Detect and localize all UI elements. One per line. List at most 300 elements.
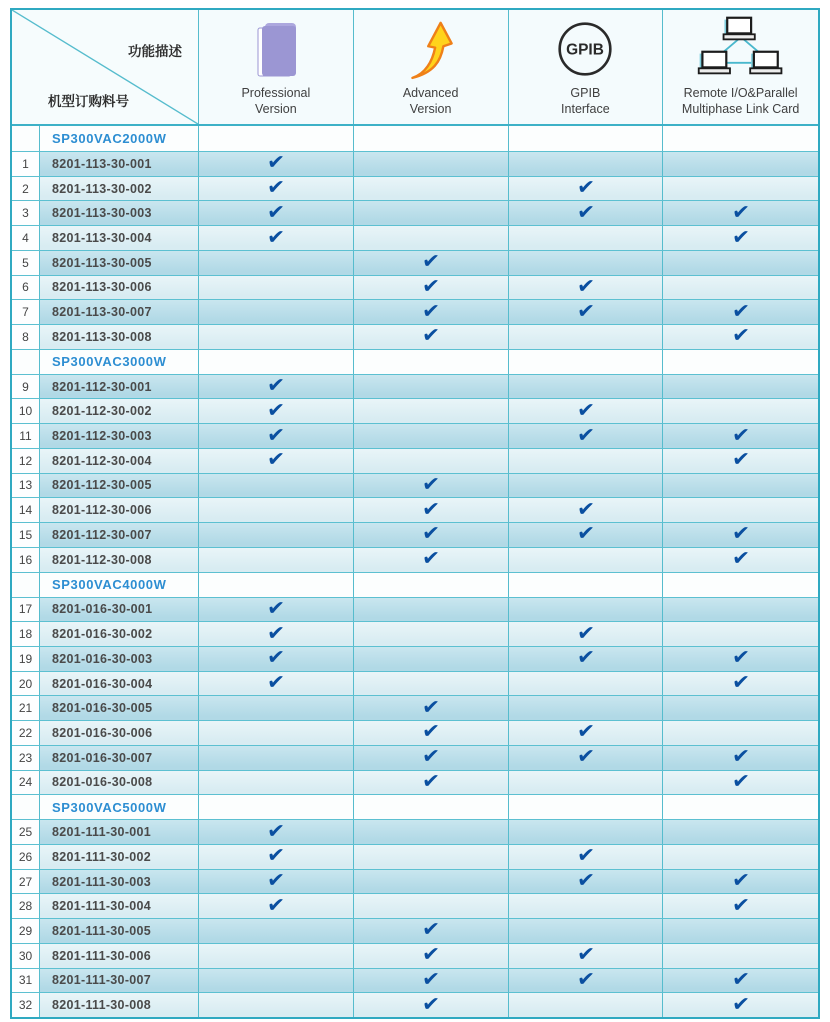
part-number: 8201-016-30-008 <box>40 771 199 795</box>
check-cell-advanced <box>354 820 509 844</box>
checkmark-icon: ✔ <box>266 645 286 670</box>
checkmark-icon: ✔ <box>421 992 441 1017</box>
check-cell-gpib <box>509 845 664 869</box>
check-cell-advanced <box>354 226 509 250</box>
label-line-1: GPIB <box>570 85 601 100</box>
checkmark-icon: ✔ <box>421 274 441 299</box>
checkmark-icon: ✔ <box>731 744 751 769</box>
check-cell-gpib <box>509 820 664 844</box>
row-number: 6 <box>12 276 40 300</box>
check-cell-professional <box>199 226 354 250</box>
check-cell-gpib <box>509 523 664 547</box>
check-cell-remote <box>663 276 818 300</box>
table-row <box>12 745 818 770</box>
part-number: 8201-112-30-007 <box>40 523 199 547</box>
checkmark-icon: ✔ <box>731 299 751 324</box>
check-cell-remote <box>663 919 818 943</box>
check-cell-remote <box>663 993 818 1017</box>
check-cell-gpib <box>509 672 664 696</box>
check-cell-remote <box>663 795 818 819</box>
check-cell-gpib <box>509 622 664 646</box>
label-line-2: Multiphase Link Card <box>681 101 800 116</box>
part-number: 8201-016-30-003 <box>40 647 199 671</box>
check-cell-advanced <box>354 919 509 943</box>
check-cell-gpib <box>509 449 664 473</box>
checkmark-icon: ✔ <box>266 447 286 472</box>
checkmark-icon: ✔ <box>575 645 596 670</box>
row-number: 31 <box>12 969 40 993</box>
book-icon <box>250 10 302 85</box>
table-row <box>12 522 818 547</box>
checkmark-icon: ✔ <box>575 200 596 225</box>
part-number: 8201-016-30-007 <box>40 746 199 770</box>
check-cell-remote <box>663 201 818 225</box>
network-computers-icon <box>693 10 789 85</box>
check-cell-gpib <box>509 870 664 894</box>
row-number: 22 <box>12 721 40 745</box>
check-cell-remote <box>663 375 818 399</box>
section-model: SP300VAC3000W <box>40 350 199 374</box>
section-header-row <box>12 126 818 151</box>
table-row <box>12 720 818 745</box>
check-cell-advanced <box>354 449 509 473</box>
row-number: 11 <box>12 424 40 448</box>
check-cell-professional <box>199 894 354 918</box>
table-row <box>12 374 818 399</box>
checkmark-icon: ✔ <box>575 175 596 200</box>
checkmark-icon: ✔ <box>731 670 751 695</box>
row-number: 1 <box>12 152 40 176</box>
check-cell-professional <box>199 944 354 968</box>
check-cell-advanced <box>354 325 509 349</box>
check-cell-gpib <box>509 375 664 399</box>
row-number: 13 <box>12 474 40 498</box>
check-cell-professional <box>199 126 354 151</box>
checkmark-icon: ✔ <box>266 670 286 695</box>
table-row <box>12 869 818 894</box>
check-cell-remote <box>663 523 818 547</box>
check-cell-gpib <box>509 944 664 968</box>
check-cell-advanced <box>354 523 509 547</box>
check-cell-advanced <box>354 845 509 869</box>
part-number: 8201-016-30-001 <box>40 598 199 622</box>
checkmark-icon: ✔ <box>266 596 286 621</box>
row-number: 19 <box>12 647 40 671</box>
check-cell-advanced <box>354 696 509 720</box>
checkmark-icon: ✔ <box>266 843 286 868</box>
check-cell-advanced <box>354 969 509 993</box>
part-number: 8201-113-30-008 <box>40 325 199 349</box>
part-number: 8201-113-30-007 <box>40 300 199 324</box>
checkmark-icon: ✔ <box>266 422 286 448</box>
check-cell-professional <box>199 919 354 943</box>
check-cell-professional <box>199 325 354 349</box>
checkmark-icon: ✔ <box>421 769 441 794</box>
checkmark-icon: ✔ <box>575 744 596 769</box>
column-header-remote-io-parallel <box>663 10 818 124</box>
check-cell-gpib <box>509 350 664 374</box>
column-header-label <box>403 85 459 118</box>
check-cell-advanced <box>354 672 509 696</box>
part-number: 8201-111-30-004 <box>40 894 199 918</box>
check-cell-advanced <box>354 622 509 646</box>
column-header-label <box>561 85 610 118</box>
part-number: 8201-111-30-008 <box>40 993 199 1017</box>
check-cell-remote <box>663 449 818 473</box>
check-cell-gpib <box>509 696 664 720</box>
checkmark-icon: ✔ <box>575 521 596 547</box>
check-cell-advanced <box>354 548 509 572</box>
row-number: 20 <box>12 672 40 696</box>
check-cell-advanced <box>354 152 509 176</box>
checkmark-icon: ✔ <box>421 744 441 769</box>
check-cell-gpib <box>509 474 664 498</box>
check-cell-gpib <box>509 152 664 176</box>
checkmark-icon: ✔ <box>731 224 751 250</box>
table-row <box>12 695 818 720</box>
check-cell-advanced <box>354 944 509 968</box>
header-function-description-label: 功能描述 <box>128 44 182 59</box>
checkmark-icon: ✔ <box>731 868 751 893</box>
part-number: 8201-111-30-001 <box>40 820 199 844</box>
row-number: 9 <box>12 375 40 399</box>
check-cell-gpib <box>509 993 664 1017</box>
check-cell-professional <box>199 300 354 324</box>
checkmark-icon: ✔ <box>575 497 596 522</box>
row-number: 16 <box>12 548 40 572</box>
check-cell-advanced <box>354 424 509 448</box>
row-number: 15 <box>12 523 40 547</box>
checkmark-icon: ✔ <box>421 497 441 522</box>
check-cell-advanced <box>354 746 509 770</box>
check-cell-advanced <box>354 573 509 597</box>
check-cell-remote <box>663 126 818 151</box>
checkmark-icon: ✔ <box>731 967 751 992</box>
part-number: 8201-016-30-005 <box>40 696 199 720</box>
check-cell-professional <box>199 498 354 522</box>
check-cell-gpib <box>509 325 664 349</box>
check-cell-professional <box>199 548 354 572</box>
part-number: 8201-016-30-004 <box>40 672 199 696</box>
table-row <box>12 299 818 324</box>
checkmark-icon: ✔ <box>266 819 286 844</box>
checkmark-icon: ✔ <box>731 323 751 348</box>
check-cell-professional <box>199 672 354 696</box>
check-cell-gpib <box>509 226 664 250</box>
checkmark-icon: ✔ <box>421 323 441 348</box>
check-cell-professional <box>199 969 354 993</box>
checkmark-icon: ✔ <box>731 546 751 571</box>
check-cell-gpib <box>509 771 664 795</box>
row-number: 12 <box>12 449 40 473</box>
part-number: 8201-112-30-004 <box>40 449 199 473</box>
checkmark-icon: ✔ <box>731 200 751 225</box>
part-number: 8201-016-30-002 <box>40 622 199 646</box>
part-number: 8201-111-30-007 <box>40 969 199 993</box>
checkmark-icon: ✔ <box>575 299 596 324</box>
check-cell-professional <box>199 721 354 745</box>
check-cell-remote <box>663 177 818 201</box>
row-number: 18 <box>12 622 40 646</box>
column-header-label <box>241 85 310 118</box>
check-cell-professional <box>199 696 354 720</box>
part-number: 8201-111-30-003 <box>40 870 199 894</box>
header-model-part-number-label: 机型订购料号 <box>48 94 129 109</box>
checkmark-icon: ✔ <box>575 942 596 967</box>
checkmark-icon: ✔ <box>731 447 751 472</box>
part-number: 8201-113-30-005 <box>40 251 199 275</box>
check-cell-professional <box>199 449 354 473</box>
check-cell-remote <box>663 300 818 324</box>
check-cell-remote <box>663 969 818 993</box>
checkmark-icon: ✔ <box>421 249 441 274</box>
check-cell-remote <box>663 696 818 720</box>
check-cell-professional <box>199 993 354 1017</box>
row-number: 14 <box>12 498 40 522</box>
row-number: 7 <box>12 300 40 324</box>
checkmark-icon: ✔ <box>421 719 441 745</box>
checkmark-icon: ✔ <box>266 150 286 175</box>
check-cell-advanced <box>354 721 509 745</box>
check-cell-remote <box>663 622 818 646</box>
check-cell-advanced <box>354 474 509 498</box>
check-cell-remote <box>663 721 818 745</box>
check-cell-professional <box>199 870 354 894</box>
table-row <box>12 819 818 844</box>
check-cell-remote <box>663 672 818 696</box>
table-row <box>12 497 818 522</box>
checkmark-icon: ✔ <box>421 942 441 967</box>
checkmark-icon: ✔ <box>266 620 286 646</box>
check-cell-remote <box>663 474 818 498</box>
check-cell-remote <box>663 573 818 597</box>
table-row <box>12 176 818 201</box>
row-number: 2 <box>12 177 40 201</box>
check-cell-advanced <box>354 126 509 151</box>
check-cell-professional <box>199 424 354 448</box>
table-row <box>12 275 818 300</box>
checkmark-icon: ✔ <box>421 695 441 720</box>
part-number: 8201-113-30-006 <box>40 276 199 300</box>
growth-arrow-icon <box>408 10 454 85</box>
section-model: SP300VAC5000W <box>40 795 199 819</box>
check-cell-advanced <box>354 894 509 918</box>
part-number: 8201-112-30-008 <box>40 548 199 572</box>
label-line-2: Interface <box>561 101 610 116</box>
part-number: 8201-111-30-002 <box>40 845 199 869</box>
section-model: SP300VAC4000W <box>40 573 199 597</box>
row-number: 24 <box>12 771 40 795</box>
label-line-1: Professional <box>241 85 311 100</box>
table-row <box>12 473 818 498</box>
check-cell-gpib <box>509 177 664 201</box>
check-cell-remote <box>663 226 818 250</box>
check-cell-advanced <box>354 647 509 671</box>
table-row <box>12 448 818 473</box>
check-cell-advanced <box>354 201 509 225</box>
check-cell-gpib <box>509 746 664 770</box>
part-number: 8201-112-30-006 <box>40 498 199 522</box>
check-cell-professional <box>199 820 354 844</box>
part-number: 8201-112-30-001 <box>40 375 199 399</box>
table-row <box>12 646 818 671</box>
row-number: 26 <box>12 845 40 869</box>
check-cell-gpib <box>509 300 664 324</box>
check-cell-advanced <box>354 300 509 324</box>
table-row <box>12 893 818 918</box>
checkmark-icon: ✔ <box>421 299 441 324</box>
label-line-1: Remote I/O&Parallel <box>683 85 798 100</box>
checkmark-icon: ✔ <box>575 620 596 646</box>
label-line-2: Version <box>255 101 297 116</box>
gpib-icon-text: GPIB <box>566 41 605 59</box>
check-cell-remote <box>663 424 818 448</box>
checkmark-icon: ✔ <box>266 224 286 250</box>
section-header-row <box>12 794 818 819</box>
check-cell-gpib <box>509 126 664 151</box>
check-cell-advanced <box>354 993 509 1017</box>
row-number: 10 <box>12 399 40 423</box>
table-row <box>12 597 818 622</box>
section-model: SP300VAC2000W <box>40 126 199 151</box>
check-cell-remote <box>663 746 818 770</box>
check-cell-professional <box>199 573 354 597</box>
check-cell-advanced <box>354 177 509 201</box>
row-number: 3 <box>12 201 40 225</box>
part-number: 8201-111-30-006 <box>40 944 199 968</box>
row-number: 8 <box>12 325 40 349</box>
part-number: 8201-016-30-006 <box>40 721 199 745</box>
check-cell-gpib <box>509 548 664 572</box>
check-cell-remote <box>663 820 818 844</box>
checkmark-icon: ✔ <box>575 398 596 423</box>
check-cell-advanced <box>354 598 509 622</box>
part-number: 8201-113-30-003 <box>40 201 199 225</box>
check-cell-professional <box>199 152 354 176</box>
checkmark-icon: ✔ <box>421 521 441 547</box>
check-cell-advanced <box>354 350 509 374</box>
table-row <box>12 423 818 448</box>
table-row <box>12 968 818 993</box>
check-cell-gpib <box>509 399 664 423</box>
check-cell-gpib <box>509 201 664 225</box>
check-cell-remote <box>663 498 818 522</box>
check-cell-gpib <box>509 795 664 819</box>
check-cell-gpib <box>509 276 664 300</box>
label-line-2: Version <box>409 101 452 116</box>
row-number: 4 <box>12 226 40 250</box>
check-cell-advanced <box>354 276 509 300</box>
checkmark-icon: ✔ <box>575 843 596 868</box>
table-row <box>12 250 818 275</box>
row-number: 25 <box>12 820 40 844</box>
checkmark-icon: ✔ <box>266 175 286 200</box>
ordering-table <box>10 8 820 1019</box>
check-cell-professional <box>199 845 354 869</box>
row-number: 27 <box>12 870 40 894</box>
check-cell-professional <box>199 771 354 795</box>
check-cell-remote <box>663 399 818 423</box>
row-number-cell <box>12 573 40 597</box>
check-cell-gpib <box>509 721 664 745</box>
checkmark-icon: ✔ <box>421 472 441 497</box>
check-cell-remote <box>663 870 818 894</box>
checkmark-icon: ✔ <box>731 893 751 918</box>
check-cell-remote <box>663 152 818 176</box>
checkmark-icon: ✔ <box>266 200 286 225</box>
row-number: 28 <box>12 894 40 918</box>
check-cell-remote <box>663 350 818 374</box>
check-cell-remote <box>663 598 818 622</box>
section-header-row <box>12 349 818 374</box>
table-row <box>12 200 818 225</box>
check-cell-advanced <box>354 870 509 894</box>
check-cell-remote <box>663 894 818 918</box>
check-cell-professional <box>199 598 354 622</box>
check-cell-gpib <box>509 969 664 993</box>
part-number: 8201-113-30-004 <box>40 226 199 250</box>
check-cell-gpib <box>509 598 664 622</box>
check-cell-professional <box>199 276 354 300</box>
row-number: 21 <box>12 696 40 720</box>
check-cell-gpib <box>509 424 664 448</box>
check-cell-remote <box>663 251 818 275</box>
check-cell-professional <box>199 474 354 498</box>
check-cell-professional <box>199 201 354 225</box>
checkmark-icon: ✔ <box>575 422 596 448</box>
column-header-label <box>682 85 799 118</box>
check-cell-advanced <box>354 375 509 399</box>
table-body <box>12 126 818 1017</box>
part-number: 8201-113-30-001 <box>40 152 199 176</box>
check-cell-professional <box>199 647 354 671</box>
section-header-row <box>12 572 818 597</box>
table-header-row <box>12 10 818 126</box>
checkmark-icon: ✔ <box>731 422 751 448</box>
part-number: 8201-113-30-002 <box>40 177 199 201</box>
checkmark-icon: ✔ <box>575 868 596 893</box>
table-row <box>12 943 818 968</box>
check-cell-gpib <box>509 573 664 597</box>
checkmark-icon: ✔ <box>266 373 286 398</box>
check-cell-professional <box>199 399 354 423</box>
table-row <box>12 770 818 795</box>
row-number: 29 <box>12 919 40 943</box>
check-cell-professional <box>199 251 354 275</box>
check-cell-professional <box>199 795 354 819</box>
part-number: 8201-112-30-002 <box>40 399 199 423</box>
check-cell-remote <box>663 771 818 795</box>
table-row <box>12 324 818 349</box>
table-row <box>12 992 818 1017</box>
check-cell-remote <box>663 845 818 869</box>
check-cell-professional <box>199 375 354 399</box>
table-row <box>12 621 818 646</box>
part-number: 8201-112-30-003 <box>40 424 199 448</box>
check-cell-professional <box>199 523 354 547</box>
column-header-professional-version <box>199 10 354 124</box>
diagonal-header-cell <box>12 10 199 124</box>
check-cell-gpib <box>509 498 664 522</box>
check-cell-advanced <box>354 399 509 423</box>
checkmark-icon: ✔ <box>731 992 751 1017</box>
row-number-cell <box>12 795 40 819</box>
checkmark-icon: ✔ <box>575 274 596 299</box>
check-cell-professional <box>199 622 354 646</box>
check-cell-advanced <box>354 498 509 522</box>
row-number: 17 <box>12 598 40 622</box>
part-number: 8201-111-30-005 <box>40 919 199 943</box>
